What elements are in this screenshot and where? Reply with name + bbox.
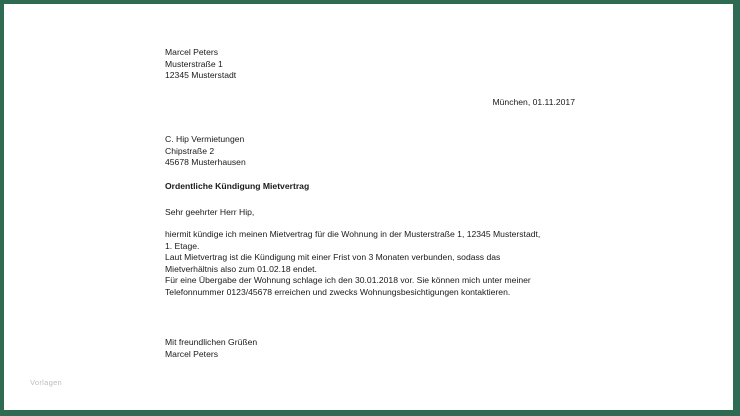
closing-name: Marcel Peters	[165, 348, 219, 359]
sender-address	[165, 47, 575, 82]
sender-street: Musterstraße 1	[165, 58, 223, 69]
closing-greeting: Mit freundlichen Grüßen	[165, 337, 258, 347]
recipient-city: 45678 Musterhausen	[165, 157, 246, 168]
sender-city: 12345 Musterstadt	[165, 70, 237, 81]
letter-body	[165, 47, 575, 359]
body-line: Für eine Übergabe der Wohnung schlage ich den 30.01.2018 vor. Sie können mich unter meiner	[165, 275, 531, 286]
body-line: Mietverhältnis also zum 01.02.18 endet.	[165, 263, 317, 274]
letter-closing	[165, 337, 257, 360]
letter-text	[165, 229, 575, 299]
body-line: Laut Mietvertrag ist die Kündigung mit einer Frist von 3 Monaten verbunden, sodass das	[165, 252, 501, 263]
body-line: 1. Etage.	[165, 240, 200, 251]
watermark-text: Vorlagen	[30, 378, 63, 387]
sender-name: Marcel Peters	[165, 47, 219, 57]
recipient-street: Chipstraße 2	[165, 145, 215, 156]
letter-salutation: Sehr geehrter Herr Hip,	[165, 207, 255, 217]
document-page	[4, 4, 733, 410]
recipient-address	[165, 134, 246, 169]
letter-date: München, 01.11.2017	[492, 97, 575, 107]
body-line: hiermit kündige ich meinen Mietvertrag für die Wohnung in der Musterstraße 1, 12345 Musterstadt,	[165, 229, 541, 239]
recipient-company: C. Hip Vermietungen	[165, 134, 245, 144]
body-line: Telefonnummer 0123/45678 erreichen und zwecks Wohnungsbesichtigungen kontaktieren.	[165, 286, 511, 297]
letter-subject: Ordentliche Kündigung Mietvertrag	[165, 181, 310, 191]
